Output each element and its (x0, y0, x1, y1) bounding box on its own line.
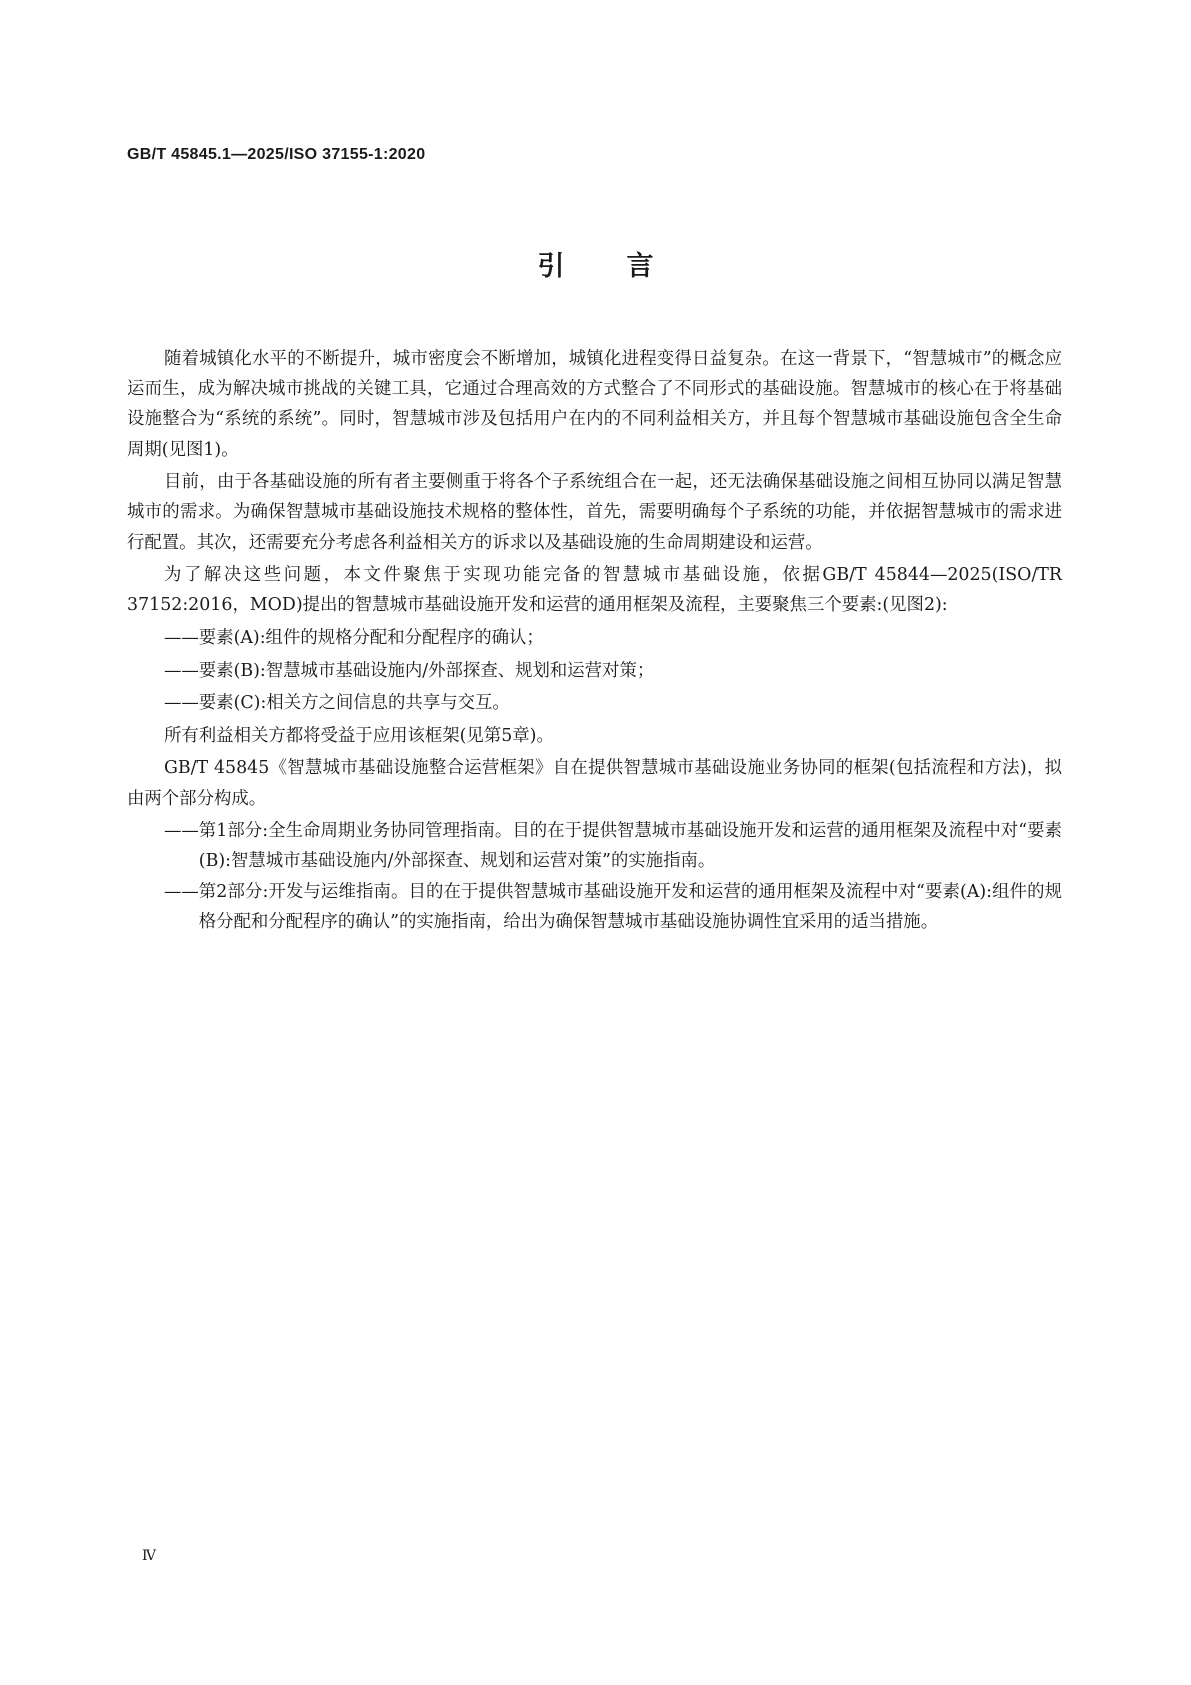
paragraph-3: 为了解决这些问题，本文件聚焦于实现功能完备的智慧城市基础设施，依据GB/T 45844—2025(ISO/TR 37152:2016，MOD)提出的智慧城市基础设施开发和运营的通用框架及流程，主要聚焦三个要素:(见图2): (127, 565, 1062, 616)
paragraph-5: GB/T 45845《智慧城市基础设施整合运营框架》自在提供智慧城市基础设施业务协同的框架(包括流程和方法)，拟由两个部分构成。 (127, 758, 1062, 809)
list-item-element-b: ——要素(B):智慧城市基础设施内/外部探查、规划和运营对策； (164, 660, 655, 681)
list-item-part-2 (127, 877, 1062, 937)
paragraph-4: 所有利益相关方都将受益于应用该框架(见第5章)。 (164, 725, 554, 746)
page-number: Ⅳ (142, 1548, 156, 1564)
list-dash: —— (164, 881, 199, 902)
part-1-text: 第1部分:全生命周期业务协同管理指南。目的在于提供智慧城市基础设施开发和运营的通用框架及流程中对“要素(B):智慧城市基础设施内/外部探查、规划和运营对策”的实施指南。 (198, 821, 1062, 872)
list-item-part-1 (127, 816, 1062, 876)
document-body (127, 344, 1062, 937)
list-item-element-c: ——要素(C):相关方之间信息的共享与交互。 (164, 693, 510, 714)
list-item-element-a: ——要素(A):组件的规格分配和分配程序的确认； (164, 628, 544, 648)
section-title: 引言 (537, 251, 716, 282)
document-number: GB/T 45845.1—2025/ISO 37155-1:2020 (127, 146, 426, 163)
paragraph-1: 随着城镇化水平的不断提升，城市密度会不断增加，城镇化进程变得日益复杂。在这一背景下，“智慧城市”的概念应运而生，成为解决城市挑战的关键工具，它通过合理高效的方式整合了不同形式的基础设施。智慧城市的核心在于将基础设施整合为“系统的系统”。同时，智慧城市涉及包括用户在内的不同利益相关方，并且每个智慧城市基础设施包含全生命周期(见图1)。 (127, 349, 1062, 460)
list-dash: —— (164, 821, 199, 842)
paragraph-2: 目前，由于各基础设施的所有者主要侧重于将各个子系统组合在一起，还无法确保基础设施之间相互协同以满足智慧城市的需求。为确保智慧城市基础设施技术规格的整体性，首先，需要明确每个子系统的功能，并依据智慧城市的需求进行配置。其次，还需要充分考虑各利益相关方的诉求以及基础设施的生命周期建设和运营。 (127, 472, 1062, 553)
part-2-text: 第2部分:开发与运维指南。目的在于提供智慧城市基础设施开发和运营的通用框架及流程中对“要素(A):组件的规格分配和分配程序的确认”的实施指南，给出为确保智慧城市基础设施协调性宜采用的适当措施。 (198, 881, 1062, 932)
